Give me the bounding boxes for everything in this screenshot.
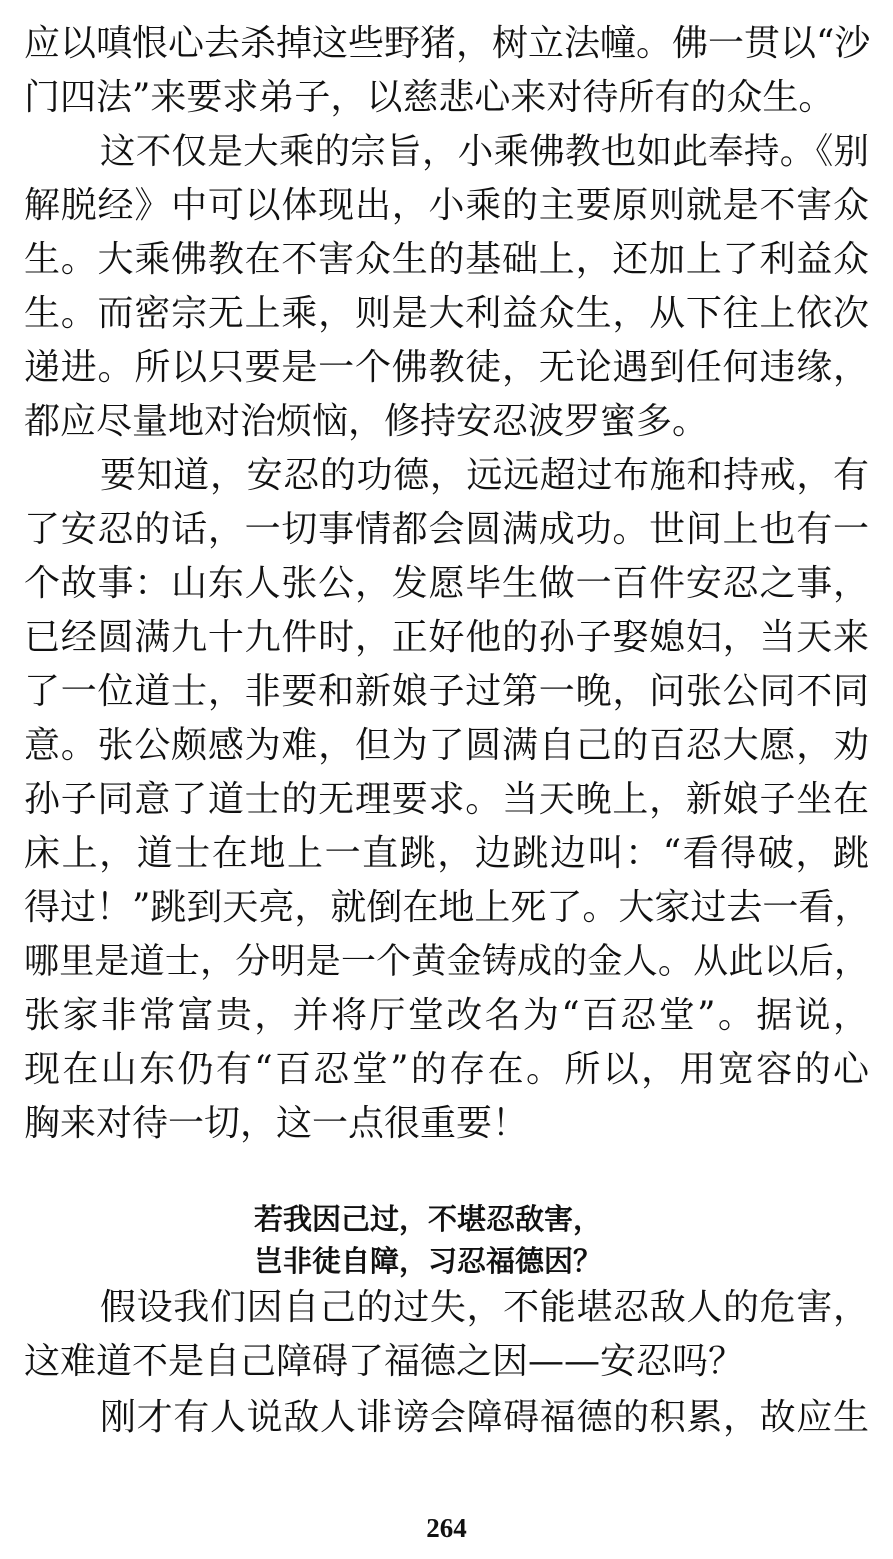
text-line: 哪里是道士，分明是一个黄金铸成的金人。从此以后，	[24, 942, 869, 982]
text-line: 孙子同意了道士的无理要求。当天晚上，新娘子坐在	[24, 779, 869, 820]
text-line: 生。大乘佛教在不害众生的基础上，还加上了利益众	[24, 239, 869, 280]
text-line: 胸来对待一切，这一点很重要！	[24, 1103, 529, 1144]
book-page	[24, 0, 869, 1559]
text-line: 这不仅是大乘的宗旨，小乘佛教也如此奉持。《别	[100, 131, 869, 172]
text-line: 递进。所以只要是一个佛教徒，无论遇到任何违缘，	[24, 347, 869, 388]
text-line: 得过！”跳到天亮，就倒在地上死了。大家过去一看，	[24, 887, 871, 928]
text-line: 意。张公颇感为难，但为了圆满自己的百忍大愿，劝	[24, 725, 869, 766]
text-line: 都应尽量地对治烦恼，修持安忍波罗蜜多。	[24, 401, 709, 442]
text-line: 门四法”来要求弟子，以慈悲心来对待所有的众生。	[24, 77, 835, 118]
text-line: 这难道不是自己障碍了福德之因——安忍吗？	[24, 1341, 745, 1382]
text-line: 生。而密宗无上乘，则是大利益众生，从下往上依次	[24, 293, 869, 334]
text-line: 假设我们因自己的过失，不能堪忍敌人的危害，	[100, 1287, 869, 1328]
text-line: 了安忍的话，一切事情都会圆满成功。世间上也有一	[24, 509, 869, 550]
text-line: 已经圆满九十九件时，正好他的孙子娶媳妇，当天来	[24, 617, 869, 658]
text-line: 刚才有人说敌人诽谤会障碍福德的积累，故应生	[100, 1397, 869, 1438]
text-line: 要知道，安忍的功德，远远超过布施和持戒，有	[100, 455, 869, 496]
text-line: 解脱经》中可以体现出，小乘的主要原则就是不害众	[24, 185, 869, 226]
text-line: 张家非常富贵，并将厅堂改名为“百忍堂”。据说，	[24, 995, 869, 1036]
text-line: 床上，道士在地上一直跳，边跳边叫：“看得破，跳	[24, 833, 869, 874]
text-line: 个故事：山东人张公，发愿毕生做一百件安忍之事，	[24, 563, 869, 604]
text-line: 了一位道士，非要和新娘子过第一晚，问张公同不同	[24, 671, 869, 712]
verse-line: 若我因己过，不堪忍敌害，	[254, 1202, 603, 1236]
page-number: 264	[426, 1513, 467, 1543]
text-line: 现在山东仍有“百忍堂”的存在。所以，用宽容的心	[24, 1049, 869, 1090]
text-line: 应以嗔恨心去杀掉这些野猪，树立法幢。佛一贯以“沙	[24, 23, 871, 64]
verse-line: 岂非徒自障，习忍福德因？	[254, 1244, 603, 1278]
